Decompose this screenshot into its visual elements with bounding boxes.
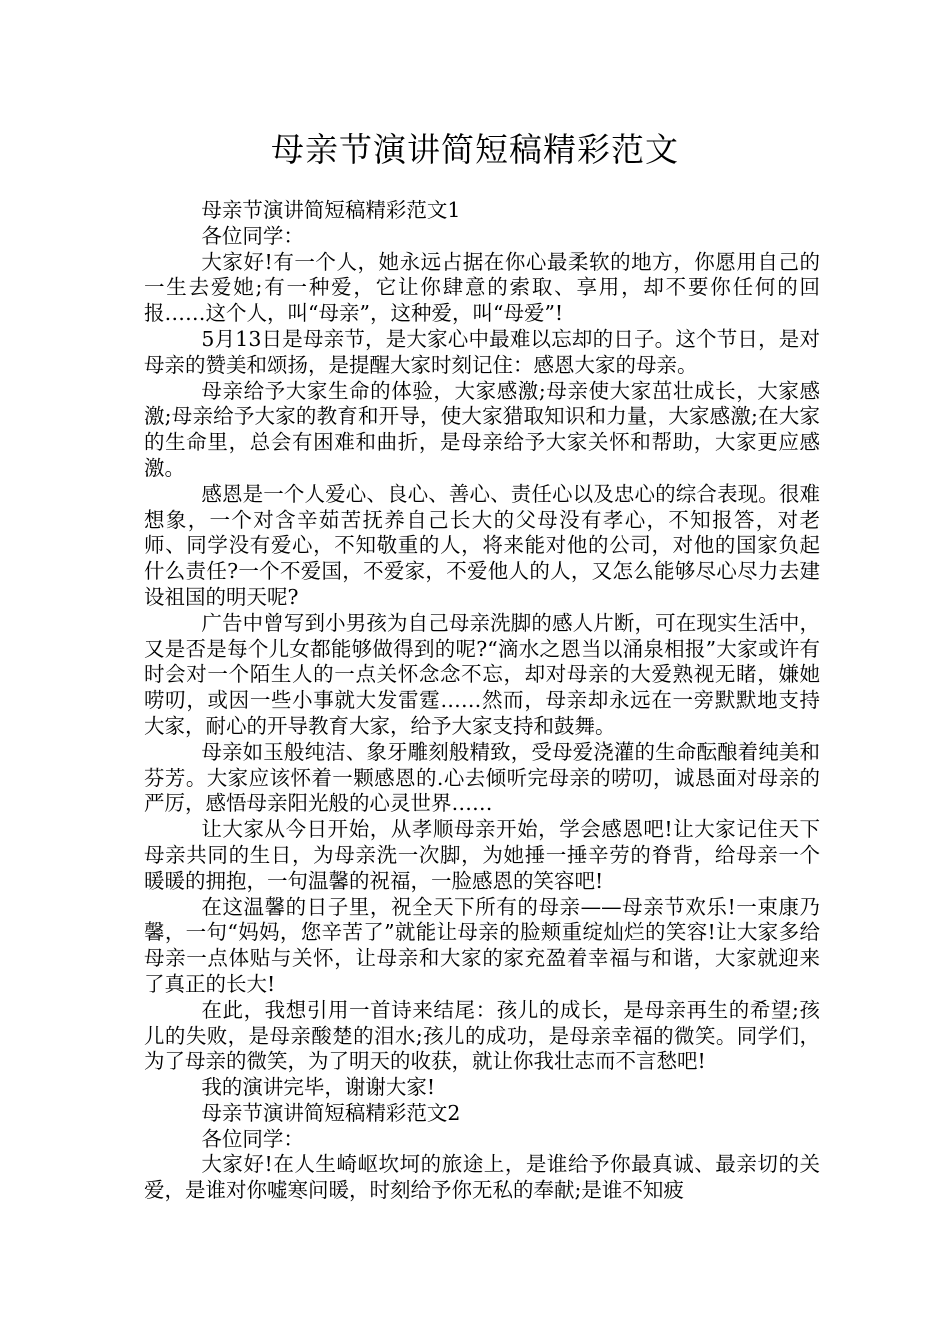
body-paragraph: 大家好!有一个人，她永远占据在你心最柔软的地方，你愿用自己的一生去爱她;有一种爱，它让你肆意的索取、享用，却不要你任何的回报……这个人，叫“母亲”，这种爱，叫“母爱”! [144, 249, 820, 326]
body-paragraph: 让大家从今日开始，从孝顺母亲开始，学会感恩吧!让大家记住天下母亲共同的生日，为母亲洗一次脚，为她捶一捶辛劳的脊背，给母亲一个暖暖的拥抱，一句温馨的祝福，一脸感恩的笑容吧! [144, 817, 820, 893]
body-paragraph: 母亲给予大家生命的体验，大家感激;母亲使大家茁壮成长，大家感激;母亲给予大家的教育和开导，使大家猎取知识和力量，大家感激;在大家的生命里，总会有困难和曲折，是母亲给予大家关怀和帮助，大家更应感激。 [144, 378, 820, 480]
salutation: 各位同学： [201, 1126, 304, 1151]
body-paragraph: 感恩是一个人爱心、良心、善心、责任心以及忠心的综合表现。很难想象，一个对含辛茹苦抚养自己长大的父母没有孝心，不知报答，对老师、同学没有爱心，不知敬重的人，将来能对他的公司，对他的国家负起什么责任?一个不爱国，不爱家，不爱他人的人，又怎么能够尽心尽力去建设祖国的明天呢? [144, 481, 820, 609]
document-body [144, 198, 820, 1204]
body-paragraph: 5月13日是母亲节，是大家心中最难以忘却的日子。这个节日，是对母亲的赞美和颂扬，是提醒大家时刻记住：感恩大家的母亲。 [144, 326, 820, 377]
body-paragraph: 大家好!在人生崎岖坎坷的旅途上，是谁给予你最真诚、最亲切的关爱，是谁对你嘘寒问暖，时刻给予你无私的奉献;是谁不知疲 [144, 1152, 820, 1203]
body-paragraph: 母亲如玉般纯洁、象牙雕刻般精致，受母爱浇灌的生命酝酿着纯美和芬芳。大家应该怀着一颗感恩的.心去倾听完母亲的唠叨，诚恳面对母亲的严厉，感悟母亲阳光般的心灵世界…… [144, 739, 820, 816]
closing-line: 我的演讲完毕，谢谢大家! [201, 1075, 436, 1100]
body-paragraph: 广告中曾写到小男孩为自己母亲洗脚的感人片断，可在现实生活中，又是否是每个儿女都能够做得到的呢?“滴水之恩当以涌泉相报”大家或许有时会对一个陌生人的一点关怀念念不忘，却对母亲的大爱熟视无睹，嫌她唠叨，或因一些小事就大发雷霆……然而，母亲却永远在一旁默默地支持大家，耐心的开导教育大家，给予大家支持和鼓舞。 [144, 610, 820, 738]
body-paragraph: 在此，我想引用一首诗来结尾：孩儿的成长，是母亲再生的希望;孩儿的失败，是母亲酸楚的泪水;孩儿的成功，是母亲幸福的微笑。同学们，为了母亲的微笑，为了明天的收获，就让你我壮志而不言愁吧! [144, 997, 820, 1074]
body-paragraph: 在这温馨的日子里，祝全天下所有的母亲——母亲节欢乐!一束康乃馨，一句“妈妈，您辛苦了”就能让母亲的脸颊重绽灿烂的笑容!让大家多给母亲一点体贴与关怀，让母亲和大家的家充盈着幸福与和谐，大家就迎来了真正的长大! [144, 894, 820, 996]
section-heading: 母亲节演讲简短稿精彩范文2 [201, 1100, 461, 1125]
section-heading: 母亲节演讲简短稿精彩范文1 [201, 198, 461, 222]
salutation: 各位同学： [201, 223, 304, 248]
document-title: 母亲节演讲简短稿精彩范文 [271, 130, 679, 169]
